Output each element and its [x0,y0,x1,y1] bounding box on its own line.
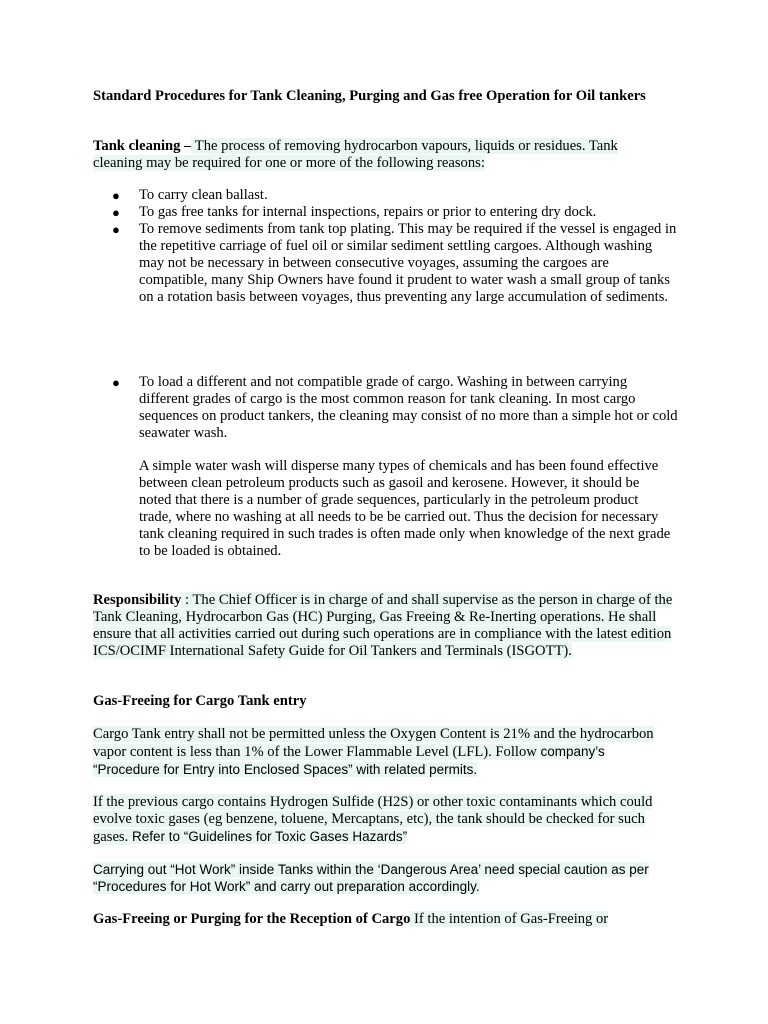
hot-work-text: Carrying out “Hot Work” inside Tanks within the ‘Dangerous Area’ need special caution as per “Procedures for Hot Work” and carry out preparation accordingly. [93,862,649,894]
bullet-icon: ● [112,375,120,390]
list-item: ● To carry clean ballast. [112,187,268,203]
reception-text: If the intention of Gas-Freeing or [410,911,609,927]
reception-label: Gas-Freeing or Purging for the Reception of Cargo [93,911,411,927]
reasons-list [93,187,678,306]
reception-paragraph [93,911,678,928]
gas-freeing-heading: Gas-Freeing for Cargo Tank entry [93,693,307,709]
tank-entry-tail: company’s “Procedure for Entry into Enclosed Spaces” with related permits. [93,744,605,777]
h2s-tail: Refer to “Guidelines for Toxic Gases Hazards” [128,829,408,844]
hot-work-paragraph [93,861,675,895]
water-wash-paragraph: A simple water wash will disperse many types of chemicals and has been found effective between clean petroleum products such as gasoil and kerosene. However, it should be noted that there is a number of grade sequences, particularly in the petroleum product trade, where no washing at all needs to be be carried out. Thus the decision for necessary tank cleaning required in such trades is often made only when knowledge of the next grade to be loaded is obtained. [139,458,671,559]
list-item: ● To gas free tanks for internal inspections, repairs or prior to entering dry dock. [112,204,597,220]
h2s-paragraph [93,794,663,846]
tank-cleaning-label: Tank cleaning – [93,138,192,154]
responsibility-text: : The Chief Officer is in charge of and shall supervise as the person in charge of the Tank Cleaning, Hydrocarbon Gas (HC) Purging, Gas Freeing & Re-Inerting operations. He shall ensure that all activities carried out during such operations are in compliance with the latest edition ICS/OCIMF International Safety Guide for Oil Tankers and Terminals (ISGOTT). [93,592,673,659]
h2s-text: If the previous cargo contains Hydrogen Sulfide (H2S) or other toxic contaminants which could evolve toxic gases (eg benzene, toluene, Mercaptans, etc), the tank should be checked for such gases. [93,794,653,845]
tank-cleaning-paragraph [93,138,663,172]
list-item: ● To remove sediments from tank top plating. This may be required if the vessel is engaged in the repetitive carriage of fuel oil or similar sediment settling cargoes. Although washing may not be necessary in between consecutive voyages, assuming the cargoes are compatible, many Ship Owners have found it prudent to water wash a small group of tanks on a rotation basis between voyages, thus preventing any large accumulation of sediments. [112,221,677,305]
bullet-icon: ● [112,188,120,203]
responsibility-label: Responsibility [93,592,182,608]
list-item: ● To load a different and not compatible grade of cargo. Washing in between carrying different grades of cargo is the most common reason for tank cleaning. In most cargo sequences on product tankers, the cleaning may consist of no more than a simple hot or cold seawater wash. [112,374,678,441]
bullet-icon: ● [112,222,120,237]
tank-entry-paragraph [93,726,663,779]
reasons-list-continued [93,374,678,442]
bullet-icon: ● [112,205,120,220]
tank-cleaning-text: The process of removing hydrocarbon vapours, liquids or residues. Tank cleaning may be required for one or more of the following reasons: [93,138,618,171]
responsibility-paragraph [93,592,675,660]
tank-entry-text: Cargo Tank entry shall not be permitted unless the Oxygen Content is 21% and the hydrocarbon vapor content is less than 1% of the Lower Flammable Level (LFL). Follow [93,726,654,760]
document-title: Standard Procedures for Tank Cleaning, Purging and Gas free Operation for Oil tankers [93,88,646,104]
